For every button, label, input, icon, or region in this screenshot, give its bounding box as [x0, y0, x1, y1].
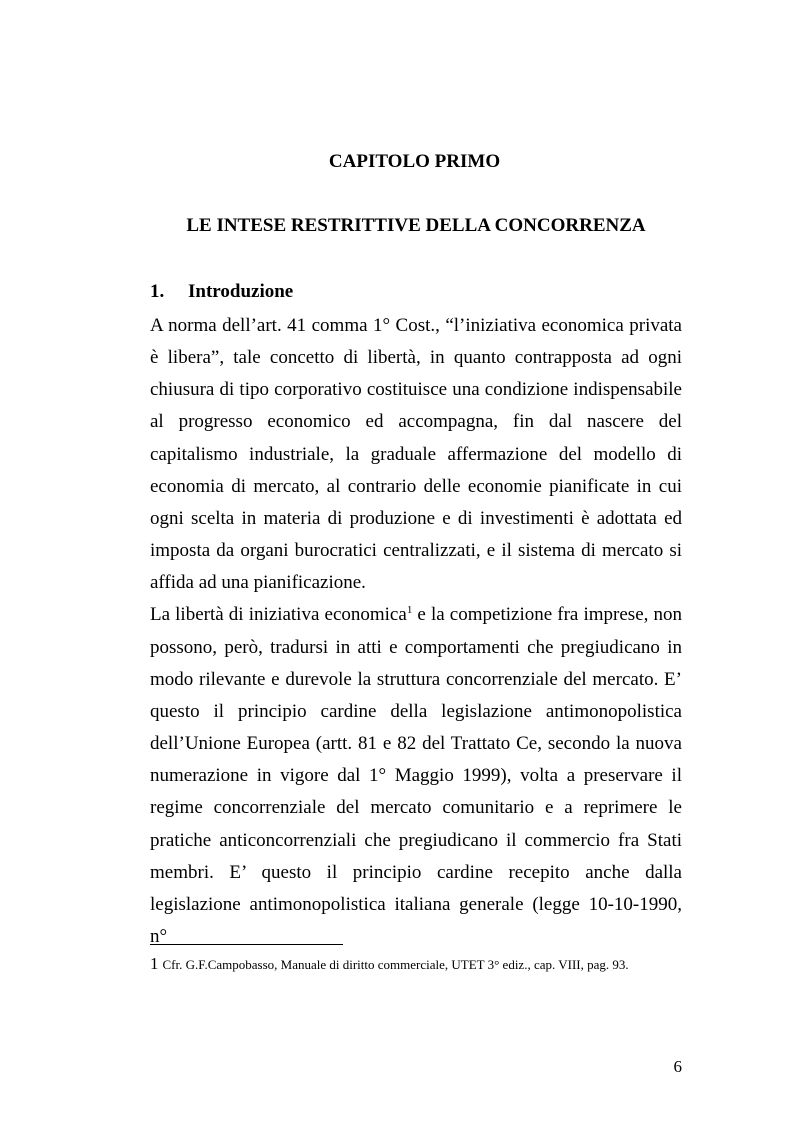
body-text	[150, 310, 682, 953]
chapter-subtitle: LE INTESE RESTRITTIVE DELLA CONCORRENZA	[186, 215, 646, 236]
section-title: Introduzione	[188, 281, 294, 302]
section-number: 1.	[150, 281, 165, 302]
footnote-separator	[150, 944, 343, 945]
footnote-reference[interactable]: 1	[406, 604, 413, 617]
section-heading	[150, 280, 682, 304]
footnote-mark: 1	[150, 954, 159, 973]
paragraph-2-rest: e la competizione fra imprese, non possono, però, tradursi in atti e comportamenti che pregiudicano in modo rilevante e durevole la struttura concorrenziale del mercato. E’ questo il principio cardine della legislazione antimonopolistica dell’Unione Europea (artt. 81 e 82 del Trattato Ce, secondo la nuova numerazione in vigore dal 1° Maggio 1999), volta a preservare il regime concorrenziale del mercato comunitario e a reprimere le pratiche anticoncorrenziali che pregiudicano il commercio fra Stati membri. E’ questo il principio cardine recepito anche dalla legislazione antimonopolistica italiana generale (legge 10-10-1990, n°	[150, 604, 682, 947]
paragraph-2-lead: La libertà di iniziativa economica	[150, 604, 407, 626]
footnote-text: Cfr. G.F.Campobasso, Manuale di diritto commerciale, UTET 3° ediz., cap. VIII, pag. 93.	[162, 957, 629, 972]
page-number: 6	[673, 1057, 682, 1076]
chapter-title: CAPITOLO PRIMO	[328, 151, 501, 172]
paragraph-1: A norma dell’art. 41 comma 1° Cost., “l’iniziativa economica privata è libera”, tale concetto di libertà, in quanto contrapposta ad ogni chiusura di tipo corporativo costituisce una condizione indispensabile al progresso economico ed accompagna, fin dal nascere del capitalismo industriale, la graduale affermazione del modello di economia di mercato, al contrario delle economie pianificate in cui ogni scelta in materia di produzione e di investimenti è adottata ed imposta da organi burocratici centralizzati, e il sistema di mercato si affida ad una pianificazione.	[150, 315, 682, 594]
paragraph-2	[150, 599, 682, 953]
footnote	[150, 955, 690, 974]
